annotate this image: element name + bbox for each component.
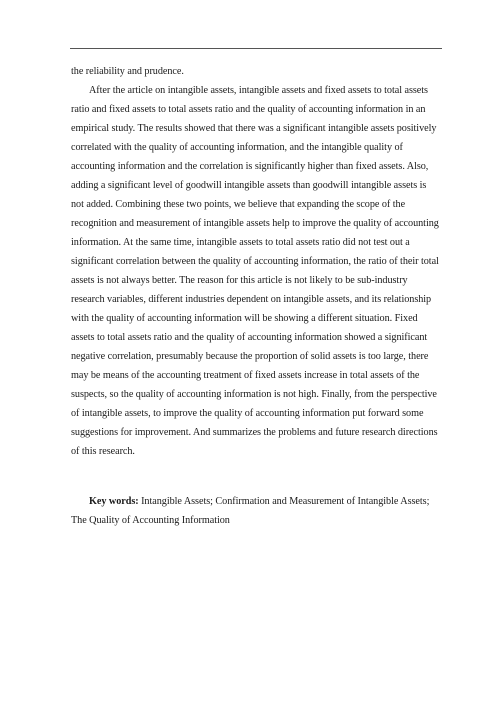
keywords-line-2: The Quality of Accounting Information (71, 515, 230, 526)
abstract-line: with the quality of accounting information will be showing a different situation. Fixed (71, 313, 418, 324)
abstract-line: accounting information and the correlation is significantly higher than fixed assets. Also, (71, 161, 429, 172)
header-rule (70, 48, 442, 49)
abstract-line: empirical study. The results showed that there was a significant intangible assets positively (71, 123, 437, 134)
abstract-line: adding a significant level of goodwill intangible assets than goodwill intangible assets is (71, 180, 427, 191)
abstract-line: information. At the same time, intangible assets to total assets ratio did not test out a (71, 237, 410, 248)
keywords-section (71, 492, 443, 530)
abstract-line: of intangible assets, to improve the quality of accounting information put forward some (71, 408, 424, 419)
abstract-body (71, 62, 443, 461)
abstract-line: suspects, so the quality of accounting information is not high. Finally, from the perspective (71, 389, 437, 400)
abstract-line: of this research. (71, 446, 135, 457)
abstract-line: correlated with the quality of accounting information, and the intangible quality of (71, 142, 403, 153)
abstract-line: assets is not always better. The reason for this article is not likely to be sub-industry (71, 275, 408, 286)
keywords-text: Intangible Assets; Confirmation and Measurement of Intangible Assets; (141, 496, 430, 507)
abstract-line: suggestions for improvement. And summarizes the problems and future research directions (71, 427, 438, 438)
abstract-line: not added. Combining these two points, we believe that expanding the scope of the (71, 199, 406, 210)
keywords-label: Key words: (89, 496, 139, 507)
abstract-line: recognition and measurement of intangible assets help to improve the quality of accounting (71, 218, 439, 229)
abstract-line: research variables, different industries dependent on intangible assets, and its relationship (71, 294, 432, 305)
keywords-line-1 (71, 492, 443, 511)
continuation-line: the reliability and prudence. (71, 66, 184, 77)
abstract-line: After the article on intangible assets, intangible assets and fixed assets to total assets (89, 85, 428, 96)
abstract-line: negative correlation, presumably because the proportion of solid assets is too large, there (71, 351, 429, 362)
abstract-line: may be means of the accounting treatment of fixed assets increase in total assets of the (71, 370, 420, 381)
abstract-line: ratio and fixed assets to total assets ratio and the quality of accounting information in an (71, 104, 426, 115)
abstract-line: assets to total assets ratio and the quality of accounting information showed a significant (71, 332, 428, 343)
abstract-line: significant correlation between the quality of accounting information, the ratio of their total (71, 256, 439, 267)
